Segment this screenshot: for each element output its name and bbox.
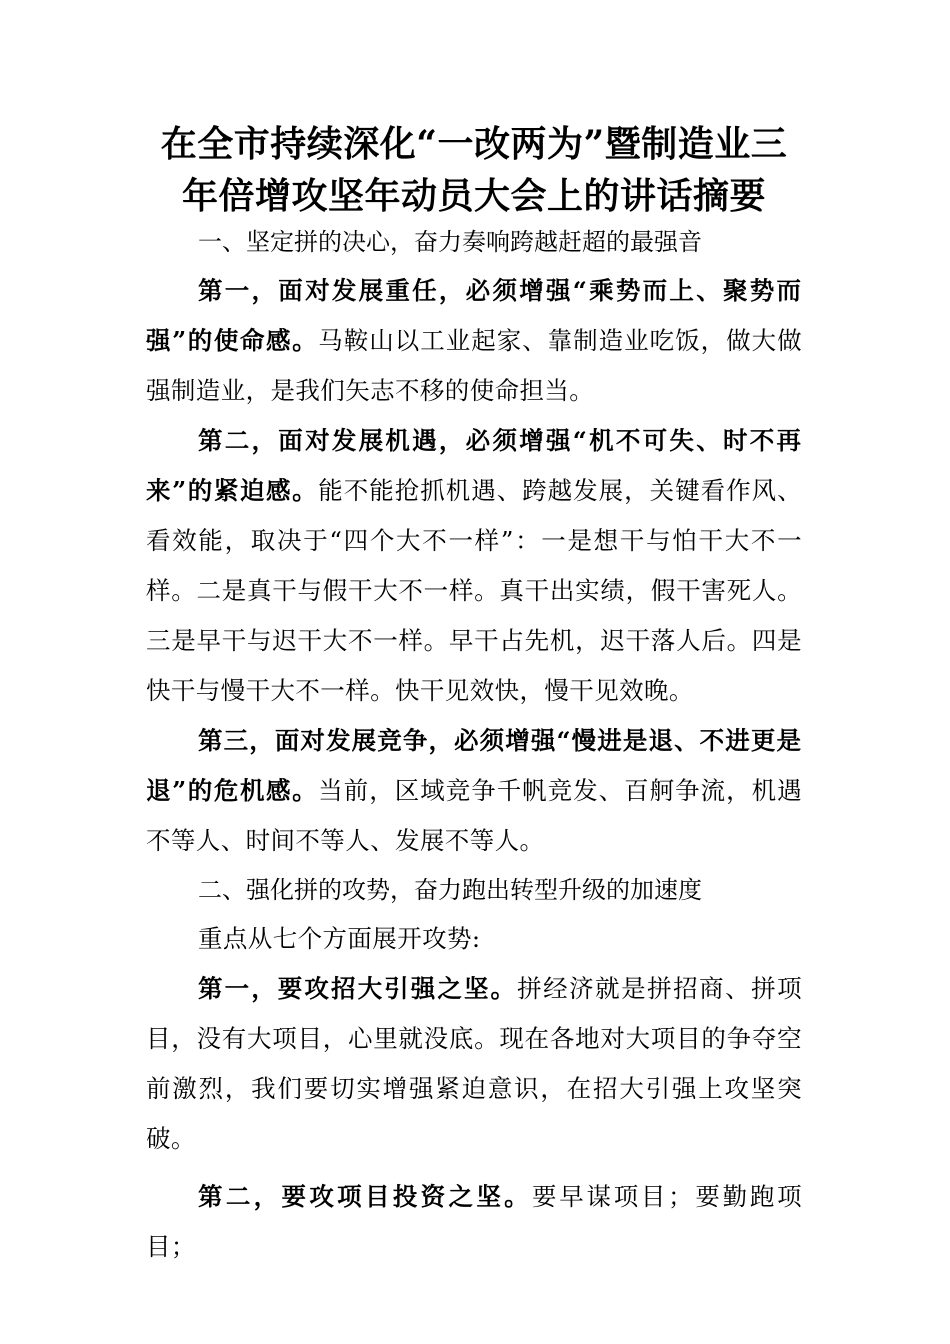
paragraph-text: 能不能抢抓机遇、跨越发展，关键看作风、看效能，取决于“四个大不一样”：一是想干与怕干大不一样。二是真干与假干大不一样。真干出实绩，假干害死人。三是早干与迟干大不一样。早干占先机，迟干落人后。四是快干与慢干大不一样。快干见效快，慢干见效晚。 bbox=[146, 476, 803, 705]
paragraph-lead: 第三，面对发展竞争，必须增强“慢进是退、不进更是退”的危机感。 bbox=[146, 726, 802, 805]
paragraph-text: 要早谋项目；要勤跑项目； bbox=[146, 1182, 802, 1261]
paragraph-lead: 第二，面对发展机遇，必须增强“机不可失、时不再来”的紧迫感。 bbox=[146, 426, 802, 505]
paragraph-s2-p2 bbox=[146, 1172, 802, 1272]
section-2-intro: 重点从七个方面展开攻势: bbox=[198, 924, 481, 953]
paragraph-s1-p3 bbox=[146, 716, 802, 866]
paragraph-s2-p1 bbox=[146, 964, 802, 1164]
document-body bbox=[146, 118, 802, 1272]
title-line-2: 年倍增攻坚年动员大会上的讲话摘要 bbox=[181, 175, 766, 217]
document-title bbox=[146, 118, 802, 222]
section-2-heading: 二、强化拼的攻势，奋力跑出转型升级的加速度 bbox=[198, 876, 702, 904]
section-1-heading: 一、坚定拼的决心，奋力奏响跨越赶超的最强音 bbox=[198, 228, 702, 256]
paragraph-lead: 第一，面对发展重任，必须增强“乘势而上、聚势而强”的使命感。 bbox=[146, 276, 802, 355]
title-line-1: 在全市持续深化“一改两为”暨制造业三 bbox=[160, 123, 788, 165]
paragraph-lead: 第一，要攻招大引强之坚。 bbox=[198, 974, 518, 1003]
paragraph-lead: 第二，要攻项目投资之坚。 bbox=[198, 1182, 532, 1211]
paragraph-s1-p2 bbox=[146, 416, 802, 716]
paragraph-text: 马鞍山以工业起家、靠制造业吃饭，做大做强制造业，是我们矢志不移的使命担当。 bbox=[146, 326, 803, 405]
paragraph-s1-p1 bbox=[146, 266, 802, 416]
paragraph-text: 当前，区域竞争千帆竞发、百舸争流，机遇不等人、时间不等人、发展不等人。 bbox=[146, 776, 803, 855]
paragraph-text: 拼经济就是拼招商、拼项目，没有大项目，心里就没底。现在各地对大项目的争夺空前激烈，我们要切实增强紧迫意识，在招大引强上攻坚突破。 bbox=[146, 974, 803, 1153]
